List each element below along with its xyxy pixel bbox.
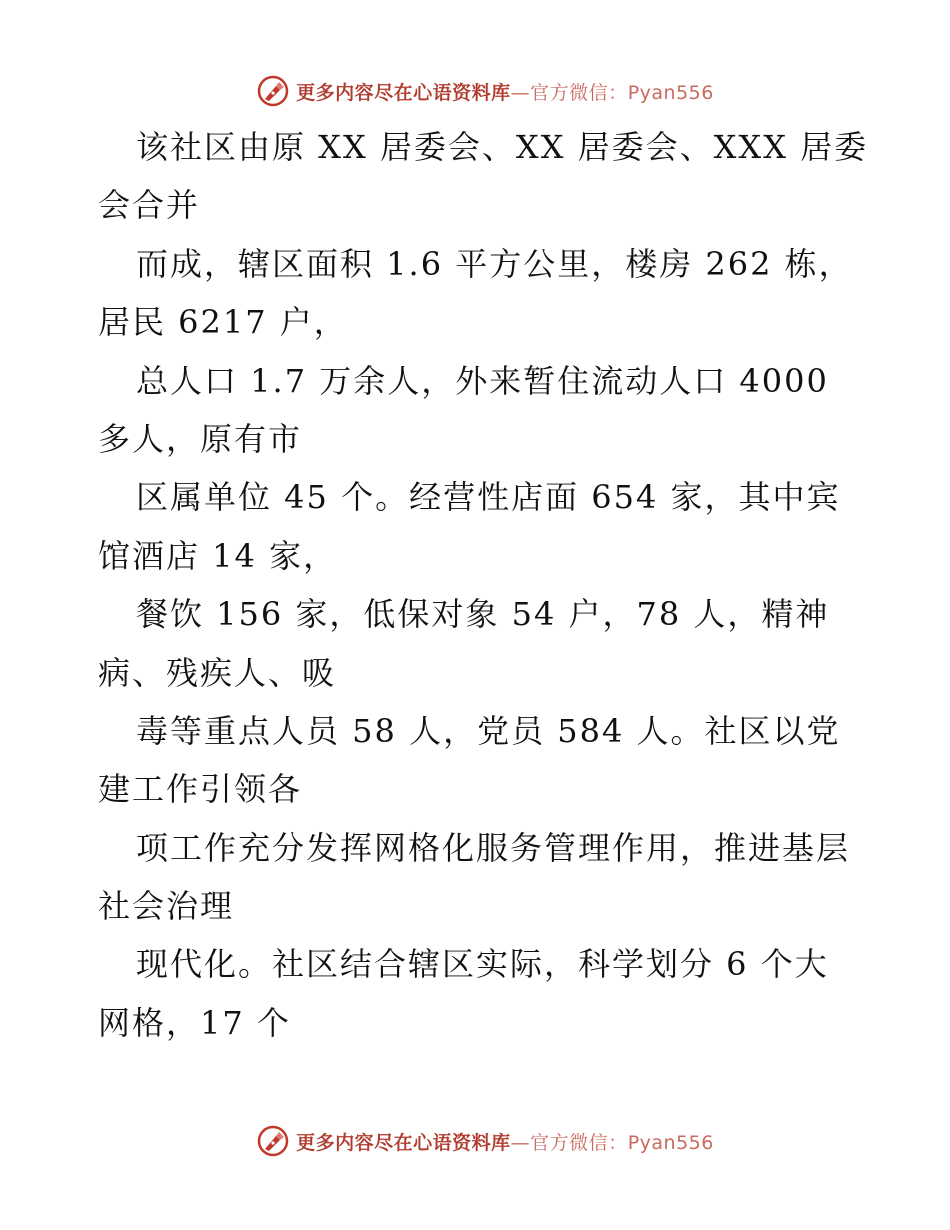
text-line: 项工作充分发挥网格化服务管理作用，推进基层 — [136, 828, 851, 867]
text-line: 馆酒店 14 家， — [98, 536, 338, 575]
text-line: 网格，17 个 — [98, 1003, 291, 1042]
watermark-text: 更多内容尽在心语资料库—官方微信：Pyan556 — [296, 81, 714, 104]
text-line: 建工作引领各 — [98, 770, 303, 809]
text-line: 区属单位 45 个。经营性店面 654 家，其中宾 — [136, 478, 841, 517]
pen-nib-logo-icon — [256, 1124, 290, 1158]
footer-watermark — [0, 1121, 950, 1161]
watermark-text: 更多内容尽在心语资料库—官方微信：Pyan556 — [296, 1131, 714, 1154]
text-line: 餐饮 156 家，低保对象 54 户，78 人，精神 — [136, 595, 830, 634]
document-body — [98, 118, 869, 1052]
text-line: 社会治理 — [98, 887, 235, 926]
header-watermark — [0, 71, 950, 111]
text-line: 会合并 — [98, 186, 201, 225]
text-line: 而成，辖区面积 1.6 平方公里，楼房 262 栋， — [136, 244, 853, 283]
text-line: 该社区由原 XX 居委会、XX 居委会、XXX 居委 — [136, 128, 869, 166]
text-line: 总人口 1.7 万余人，外来暂住流动人口 4000 — [136, 361, 829, 400]
text-line: 毒等重点人员 58 人，党员 584 人。社区以党 — [136, 711, 841, 750]
text-line: 多人，原有市 — [98, 419, 303, 458]
pen-nib-logo-icon — [256, 74, 290, 108]
text-line: 居民 6217 户， — [98, 303, 348, 342]
text-line: 现代化。社区结合辖区实际，科学划分 6 个大 — [136, 945, 829, 984]
text-line: 病、残疾人、吸 — [98, 653, 337, 692]
